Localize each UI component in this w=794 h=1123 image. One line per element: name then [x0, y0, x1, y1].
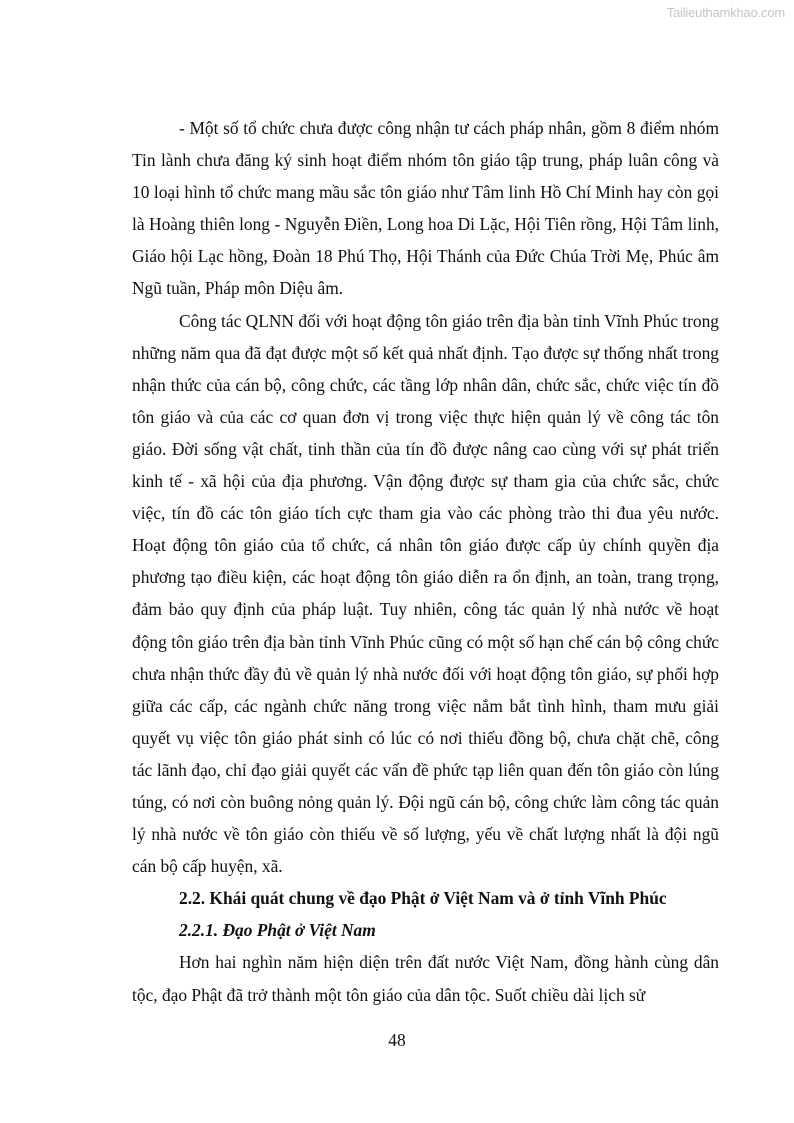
paragraph-buddhism-intro: Hơn hai nghìn năm hiện diện trên đất nước Việt Nam, đồng hành cùng dân tộc, đạo Phật đã trở thành một tôn giáo của dân tộc. Suốt chiều dài lịch sử — [132, 952, 719, 1005]
subsection-heading: 2.2.1. Đạo Phật ở Việt Nam — [179, 920, 376, 941]
section-heading: 2.2. Khái quát chung về đạo Phật ở Việt Nam và ở tỉnh Vĩnh Phúc — [179, 888, 667, 909]
paragraph-state-management-results: Công tác QLNN đối với hoạt động tôn giáo trên địa bàn tỉnh Vĩnh Phúc trong những năm qua đã đạt được một số kết quả nhất định. Tạo được sự thống nhất trong nhận thức của cán bộ, công chức, các tầng lớp nhân dân, chức sắc, chức việc tín đồ tôn giáo và của các cơ quan đơn vị trong việc thực hiện quản lý về công tác tôn giáo. Đời sống vật chất, tinh thần của tín đồ được nâng cao cùng với sự phát triển kinh tế - xã hội của địa phương. Vận động được sự tham gia của chức sắc, chức việc, tín đồ các tôn giáo tích cực tham gia vào các phòng trào thi đua yêu nước. Hoạt động tôn giáo của tổ chức, cá nhân tôn giáo được cấp ủy chính quyền địa phương tạo điều kiện, các hoạt động tôn giáo diễn ra ổn định, an toàn, trang trọng, đảm bảo quy định của pháp luật. Tuy nhiên, công tác quản lý nhà nước về hoạt động tôn giáo trên địa bàn tỉnh Vĩnh Phúc cũng có một số hạn chế cán bộ công chức chưa nhận thức đầy đủ về quản lý nhà nước đối với hoạt động tôn giáo, sự phối hợp giữa các cấp, các ngành chức năng trong việc nắm bắt tình hình, tham mưu giải quyết vụ việc tôn giáo phát sinh có lúc có nơi thiếu đồng bộ, chưa chặt chẽ, công tác lãnh đạo, chỉ đạo giải quyết các vấn đề phức tạp liên quan đến tôn giáo còn lúng túng, có nơi còn buông nỏng quản lý. Đội ngũ cán bộ, công chức làm công tác quản lý nhà nước về tôn giáo còn thiếu về số lượng, yếu về chất lượng nhất là đội ngũ cán bộ cấp huyện, xã. — [132, 310, 719, 877]
watermark: Tailieuthamkhao.com — [666, 5, 785, 20]
document-page-body — [132, 112, 719, 1011]
page-number: 48 — [388, 1030, 406, 1050]
paragraph-unrecognized-organizations: - Một số tổ chức chưa được công nhận tư cách pháp nhân, gồm 8 điểm nhóm Tin lành chưa đăng ký sinh hoạt điểm nhóm tôn giáo tập trung, pháp luân công và 10 loại hình tổ chức mang mầu sắc tôn giáo như Tâm linh Hồ Chí Minh hay còn gọi là Hoàng thiên long - Nguyễn Điền, Long hoa Di Lặc, Hội Tiên rồng, Hội Tâm linh, Giáo hội Lạc hồng, Đoàn 18 Phú Thọ, Hội Thánh của Đức Chúa Trời Mẹ, Phúc âm Ngũ tuần, Pháp môn Diệu âm. — [132, 118, 719, 299]
